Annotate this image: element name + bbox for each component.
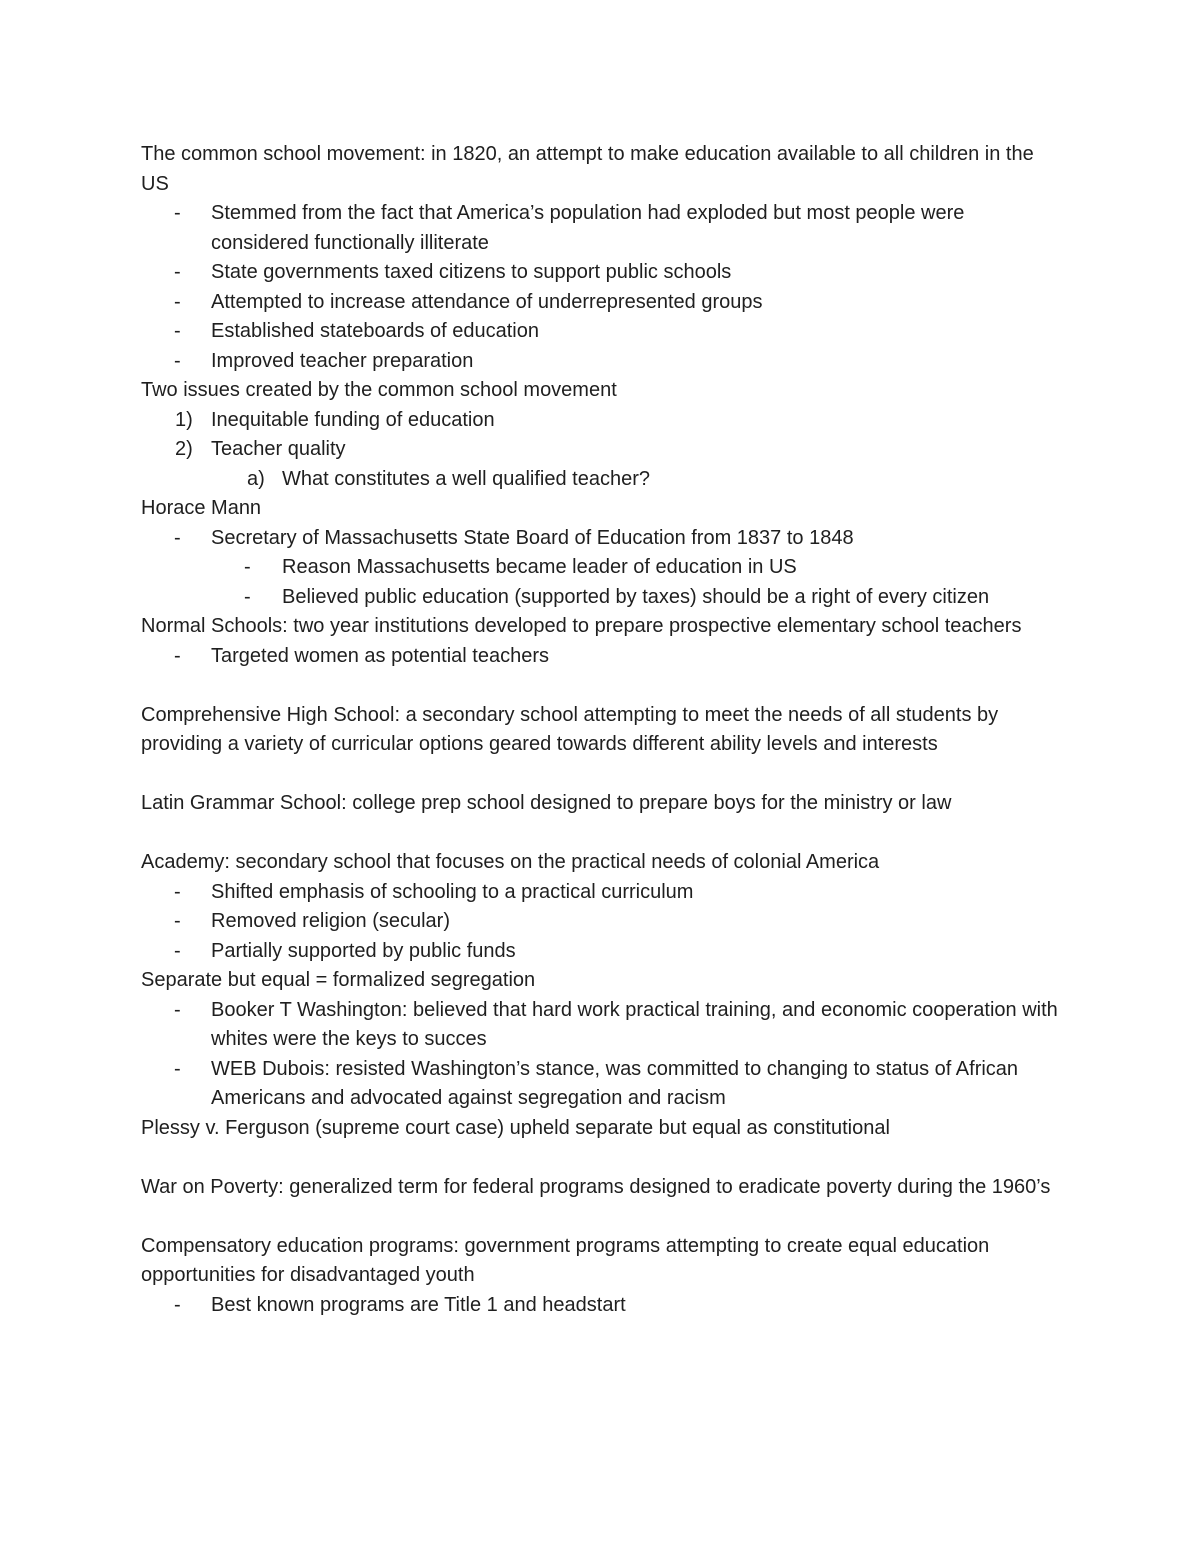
line-text: War on Poverty: generalized term for federal programs designed to eradicate poverty during the 1960’s [141,1175,1051,1198]
line-text: Latin Grammar School: college prep school designed to prepare boys for the ministry or law [141,792,952,814]
line-text: Horace Mann [141,497,262,519]
document-body [141,140,1066,1320]
line-text: Established stateboards of education [211,320,539,342]
bullet-dash: - [174,349,181,372]
bullet-list-item [141,907,1066,937]
bullet-list-item [141,288,1066,318]
bullet-dash: - [174,644,181,667]
line-text: Shifted emphasis of schooling to a practical curriculum [211,880,694,903]
bullet-list-item [141,347,1066,377]
line-text: Two issues created by the common school movement [141,379,617,401]
line-text: Believed public education (supported by taxes) should be a right of every citizen [282,585,990,608]
bullet-list-item [141,642,1066,672]
list-number: a) [247,467,265,490]
line-text: Teacher quality [211,438,346,460]
bullet-list-item [141,583,1066,613]
paragraph [141,1114,1066,1144]
bullet-dash: - [244,556,251,578]
bullet-dash: - [174,939,181,962]
paragraph [141,848,1066,878]
bullet-dash: - [244,585,251,608]
blank-line [141,1143,1066,1173]
line-text: WEB Dubois: resisted Washington’s stance, was committed to changing to status of African Americans and advocated against segregation and racism [211,1057,1019,1109]
line-text: Improved teacher preparation [211,349,474,372]
bullet-list-item [141,199,1066,258]
list-number: 1) [175,408,193,431]
line-text: Comprehensive High School: a secondary school attempting to meet the needs of all students by providing a variety of curricular options geared towards different ability levels and interests [141,703,999,755]
line-text: Partially supported by public funds [211,939,516,962]
paragraph [141,376,1066,406]
paragraph [141,494,1066,524]
bullet-dash: - [174,290,181,313]
numbered-list-item [141,465,1066,495]
bullet-dash: - [174,320,181,342]
list-number: 2) [175,438,193,460]
line-text: What constitutes a well qualified teacher? [282,467,650,490]
line-text: Reason Massachusetts became leader of education in US [282,556,797,578]
line-text: Removed religion (secular) [211,910,450,932]
blank-line [141,819,1066,849]
paragraph [141,140,1066,199]
line-text: Inequitable funding of education [211,408,495,431]
line-text: Compensatory education programs: government programs attempting to create equal education opportunities for disadvantaged youth [141,1234,990,1286]
bullet-list-item [141,1291,1066,1321]
paragraph [141,701,1066,760]
bullet-dash: - [174,998,181,1021]
paragraph [141,966,1066,996]
line-text: Separate but equal = formalized segregation [141,969,536,991]
line-text: Stemmed from the fact that America’s population had exploded but most people were considered functionally illiterate [211,202,965,254]
bullet-list-item [141,258,1066,288]
paragraph [141,1173,1066,1203]
blank-line [141,760,1066,790]
paragraph [141,1232,1066,1291]
line-text: Secretary of Massachusetts State Board of Education from 1837 to 1848 [211,526,854,549]
bullet-dash: - [174,1057,181,1080]
line-text: Targeted women as potential teachers [211,644,549,667]
line-text: Attempted to increase attendance of underrepresented groups [211,290,763,313]
bullet-dash: - [174,1293,181,1316]
bullet-dash: - [174,202,181,224]
bullet-list-item [141,996,1066,1055]
bullet-dash: - [174,910,181,932]
line-text: Booker T Washington: believed that hard work practical training, and economic cooperation with whites were the keys to succes [211,998,1058,1050]
line-text: The common school movement: in 1820, an attempt to make education available to all children in the US [141,143,1034,195]
bullet-list-item [141,937,1066,967]
numbered-list-item [141,406,1066,436]
bullet-list-item [141,878,1066,908]
line-text: Plessy v. Ferguson (supreme court case) upheld separate but equal as constitutional [141,1116,890,1139]
paragraph [141,612,1066,642]
line-text: Academy: secondary school that focuses on the practical needs of colonial America [141,851,880,873]
bullet-dash: - [174,526,181,549]
bullet-list-item [141,524,1066,554]
blank-line [141,671,1066,701]
paragraph [141,789,1066,819]
line-text: Normal Schools: two year institutions developed to prepare prospective elementary school teachers [141,615,1022,637]
bullet-list-item [141,553,1066,583]
bullet-dash: - [174,261,181,283]
bullet-list-item [141,317,1066,347]
numbered-list-item [141,435,1066,465]
blank-line [141,1202,1066,1232]
bullet-list-item [141,1055,1066,1114]
line-text: Best known programs are Title 1 and headstart [211,1293,626,1316]
line-text: State governments taxed citizens to support public schools [211,261,732,283]
bullet-dash: - [174,880,181,903]
